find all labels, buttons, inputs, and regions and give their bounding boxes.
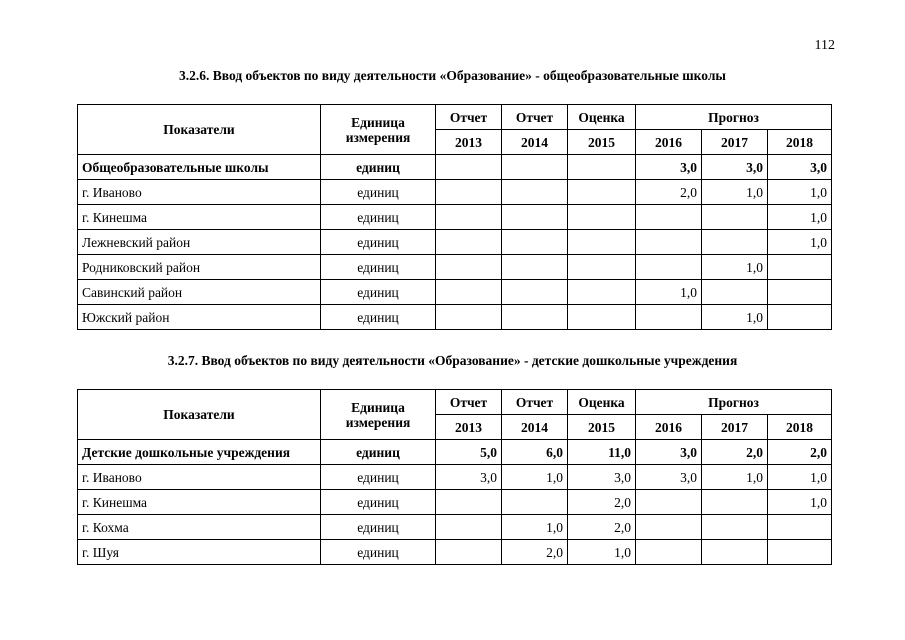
header-year: 2014 — [502, 130, 568, 155]
row-unit: единиц — [321, 280, 436, 305]
cell-value: 2,0 — [768, 440, 832, 465]
cell-value: 1,0 — [702, 180, 768, 205]
header-year: 2018 — [768, 130, 832, 155]
header-report-2014: Отчет — [502, 105, 568, 130]
header-year: 2015 — [568, 415, 636, 440]
header-forecast: Прогноз — [636, 105, 832, 130]
header-year: 2016 — [636, 415, 702, 440]
table-row — [78, 180, 832, 205]
cell-value — [636, 255, 702, 280]
schools-table — [77, 104, 832, 330]
cell-value — [636, 305, 702, 330]
cell-value: 1,0 — [768, 490, 832, 515]
header-year: 2017 — [702, 415, 768, 440]
row-unit: единиц — [321, 540, 436, 565]
cell-value — [768, 280, 832, 305]
cell-value: 3,0 — [636, 440, 702, 465]
cell-value — [436, 280, 502, 305]
cell-value: 11,0 — [568, 440, 636, 465]
cell-value — [436, 305, 502, 330]
cell-value — [702, 280, 768, 305]
cell-value: 3,0 — [768, 155, 832, 180]
header-forecast: Прогноз — [636, 390, 832, 415]
table-row — [78, 205, 832, 230]
row-name: Южский район — [78, 305, 321, 330]
cell-value: 2,0 — [568, 490, 636, 515]
row-name: Родниковский район — [78, 255, 321, 280]
cell-value: 3,0 — [568, 465, 636, 490]
cell-value — [436, 230, 502, 255]
cell-value — [702, 490, 768, 515]
table-row — [78, 440, 832, 465]
section-title-schools: 3.2.6. Ввод объектов по виду деятельности «Образование» - общеобразовательные школы — [179, 68, 726, 83]
cell-value — [702, 515, 768, 540]
header-report-2013: Отчет — [436, 390, 502, 415]
table-row — [78, 155, 832, 180]
cell-value: 1,0 — [768, 465, 832, 490]
header-year: 2018 — [768, 415, 832, 440]
row-unit: единиц — [321, 440, 436, 465]
header-year: 2013 — [436, 130, 502, 155]
row-name: г. Кинешма — [78, 205, 321, 230]
cell-value — [768, 305, 832, 330]
cell-value — [502, 280, 568, 305]
table-row — [78, 490, 832, 515]
header-year: 2014 — [502, 415, 568, 440]
row-name: г. Иваново — [78, 465, 321, 490]
row-name: г. Шуя — [78, 540, 321, 565]
cell-value: 2,0 — [502, 540, 568, 565]
cell-value: 1,0 — [768, 180, 832, 205]
cell-value: 3,0 — [436, 465, 502, 490]
table-row — [78, 230, 832, 255]
table-row — [78, 540, 832, 565]
table-row — [78, 305, 832, 330]
cell-value: 1,0 — [702, 305, 768, 330]
cell-value — [436, 540, 502, 565]
cell-value — [768, 540, 832, 565]
table-row — [78, 515, 832, 540]
header-report-2014: Отчет — [502, 390, 568, 415]
cell-value — [768, 255, 832, 280]
cell-value — [568, 180, 636, 205]
cell-value — [568, 230, 636, 255]
row-unit: единиц — [321, 305, 436, 330]
row-unit: единиц — [321, 180, 436, 205]
header-year: 2015 — [568, 130, 636, 155]
cell-value — [502, 255, 568, 280]
cell-value — [502, 155, 568, 180]
cell-value — [636, 540, 702, 565]
header-year: 2017 — [702, 130, 768, 155]
cell-value: 6,0 — [502, 440, 568, 465]
cell-value: 1,0 — [636, 280, 702, 305]
row-name: Общеобразовательные школы — [78, 155, 321, 180]
row-unit: единиц — [321, 515, 436, 540]
preschools-table — [77, 389, 832, 565]
cell-value — [568, 280, 636, 305]
page-number: 112 — [814, 38, 835, 53]
cell-value — [502, 230, 568, 255]
cell-value: 1,0 — [502, 465, 568, 490]
cell-value — [436, 155, 502, 180]
header-indicators: Показатели — [78, 105, 321, 155]
header-estimate: Оценка — [568, 105, 636, 130]
row-name: г. Кохма — [78, 515, 321, 540]
header-unit: Единица измерения — [321, 105, 436, 155]
cell-value — [436, 205, 502, 230]
header-year: 2013 — [436, 415, 502, 440]
row-name: г. Иваново — [78, 180, 321, 205]
cell-value — [568, 155, 636, 180]
section-title-preschools: 3.2.7. Ввод объектов по виду деятельности «Образование» - детские дошкольные учреждения — [167, 353, 738, 368]
cell-value — [636, 205, 702, 230]
row-name: г. Кинешма — [78, 490, 321, 515]
cell-value — [502, 205, 568, 230]
row-name: Лежневский район — [78, 230, 321, 255]
cell-value — [636, 230, 702, 255]
cell-value — [768, 515, 832, 540]
cell-value: 3,0 — [636, 465, 702, 490]
cell-value — [436, 180, 502, 205]
row-unit: единиц — [321, 490, 436, 515]
row-unit: единиц — [321, 155, 436, 180]
cell-value: 1,0 — [768, 205, 832, 230]
cell-value — [568, 255, 636, 280]
cell-value: 2,0 — [636, 180, 702, 205]
cell-value: 3,0 — [636, 155, 702, 180]
cell-value — [502, 305, 568, 330]
cell-value — [702, 540, 768, 565]
cell-value: 1,0 — [568, 540, 636, 565]
cell-value — [436, 490, 502, 515]
table-row — [78, 255, 832, 280]
cell-value — [436, 515, 502, 540]
cell-value: 2,0 — [702, 440, 768, 465]
cell-value: 1,0 — [768, 230, 832, 255]
cell-value: 3,0 — [702, 155, 768, 180]
header-indicators: Показатели — [78, 390, 321, 440]
cell-value — [702, 230, 768, 255]
row-name: Савинский район — [78, 280, 321, 305]
cell-value: 1,0 — [502, 515, 568, 540]
cell-value: 1,0 — [702, 465, 768, 490]
row-name: Детские дошкольные учреждения — [78, 440, 321, 465]
cell-value: 2,0 — [568, 515, 636, 540]
row-unit: единиц — [321, 255, 436, 280]
row-unit: единиц — [321, 205, 436, 230]
cell-value — [436, 255, 502, 280]
row-unit: единиц — [321, 230, 436, 255]
cell-value — [702, 205, 768, 230]
header-unit: Единица измерения — [321, 390, 436, 440]
header-estimate: Оценка — [568, 390, 636, 415]
row-unit: единиц — [321, 465, 436, 490]
table-row — [78, 465, 832, 490]
cell-value — [502, 490, 568, 515]
cell-value — [568, 305, 636, 330]
table-row — [78, 280, 832, 305]
cell-value — [636, 490, 702, 515]
header-year: 2016 — [636, 130, 702, 155]
header-report-2013: Отчет — [436, 105, 502, 130]
cell-value: 1,0 — [702, 255, 768, 280]
cell-value — [568, 205, 636, 230]
cell-value: 5,0 — [436, 440, 502, 465]
cell-value — [502, 180, 568, 205]
cell-value — [636, 515, 702, 540]
